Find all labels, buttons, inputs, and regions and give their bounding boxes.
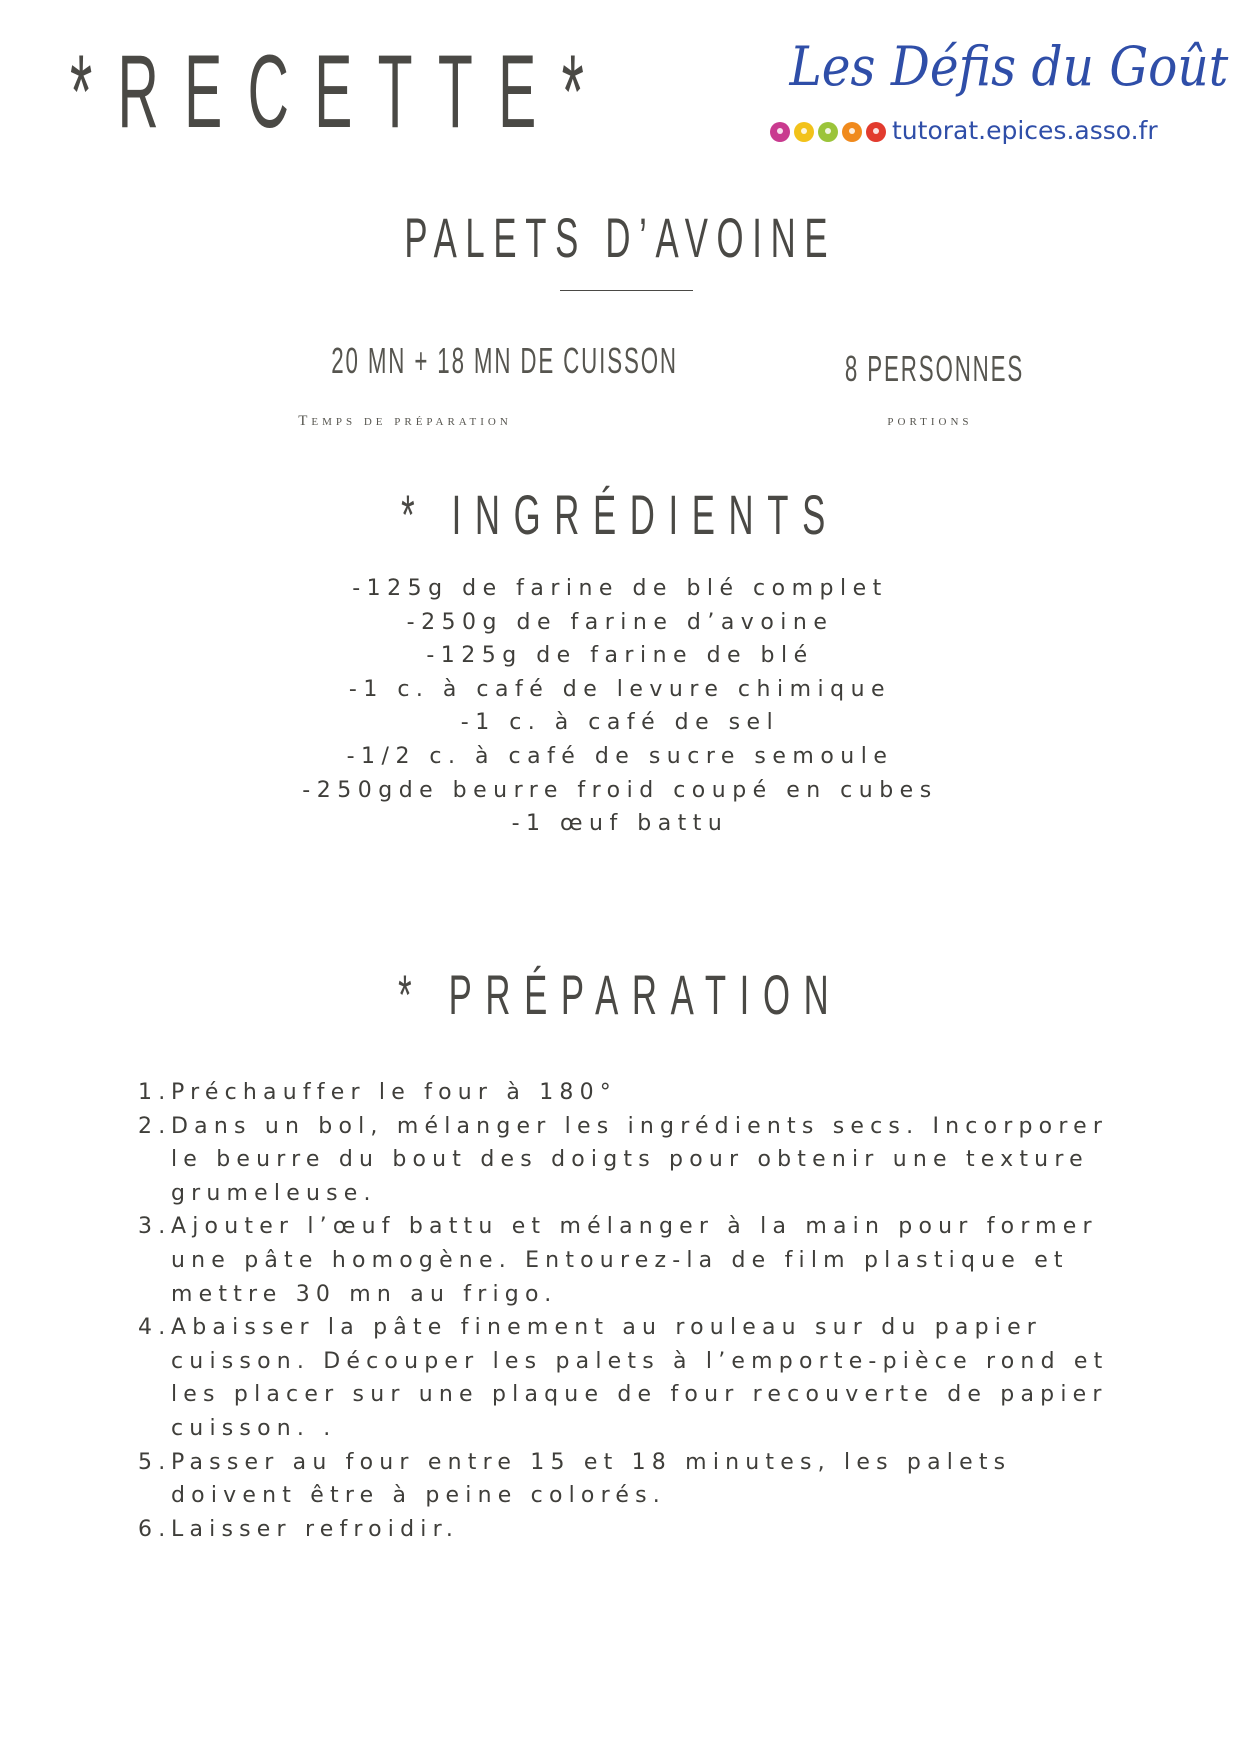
ingredients-heading: * INGRÉDIENTS [401,483,839,546]
logo-dots [770,122,886,144]
ingredient-item: -125g de farine de blé complet [352,576,888,601]
ingredient-item: -250g de farine d’avoine [406,609,834,635]
recipe-name: PALETS D’AVOINE [404,206,836,269]
logo-dot-icon [842,122,862,142]
step-number: 2. [138,1113,172,1139]
step-text: Passer au four entre 15 et 18 minutes, les palets doivent être à peine colorés. [171,1449,1012,1509]
step-text: Ajouter l’œuf battu et mélanger à la main pour former une pâte homogène. Entourez-la de film plastique et mettre 30 mn au frigo. [171,1214,1098,1307]
logo-dot-icon [818,122,838,142]
step-number: 1. [138,1080,172,1105]
step-text: Laisser refroidir. [171,1516,460,1542]
logo-dot-icon [866,122,886,142]
prep-time-label: Temps de préparation [298,413,512,429]
step-number: 4. [138,1315,172,1341]
preparation-heading: * PRÉPARATION [397,963,843,1026]
step-item [138,1210,1138,1311]
step-item [138,1513,1138,1547]
step-item [138,1076,1138,1110]
brand-logo [770,35,1229,150]
step-text: Dans un bol, mélanger les ingrédients secs. Incorporer le beurre du bout des doigts pour obtenir une texture grumeleuse. [171,1113,1109,1206]
ingredient-item: -1 c. à café de levure chimique [348,676,892,702]
step-text: Préchauffer le four à 180° [171,1080,617,1105]
step-text: Abaisser la pâte finement au rouleau sur du papier cuisson. Découper les palets à l’emporte-pièce rond et les placer sur une plaque de four recouverte de papier cuisson. . [171,1315,1109,1441]
ingredient-item: -125g de farine de blé [426,643,814,669]
ingredient-item: -1/2 c. à café de sucre semoule [346,743,894,769]
step-number: 5. [138,1449,172,1475]
logo-dot-icon [770,122,790,142]
servings-value: 8 PERSONNES [844,348,1025,389]
step-item [138,1311,1138,1445]
page-title: *RECETTE* [70,34,610,150]
servings-label: portions [887,413,973,429]
logo-url: tutorat.epices.asso.fr [892,116,1158,145]
logo-dot-icon [794,122,814,142]
prep-time-value: 20 MN + 18 MN DE CUISSON [331,340,678,381]
preparation-steps [138,1076,1138,1546]
step-number: 6. [138,1516,172,1542]
ingredient-item: -1 c. à café de sel [460,710,780,736]
title-divider [560,290,693,291]
ingredients-list [0,572,1240,841]
ingredient-item: -250gde beurre froid coupé en cubes [302,777,938,803]
step-item [138,1446,1138,1513]
ingredient-item: -1 œuf battu [511,811,729,837]
step-number: 3. [138,1214,172,1240]
logo-brand-name: Les Défis du Goût [789,35,1229,98]
step-item [138,1110,1138,1211]
